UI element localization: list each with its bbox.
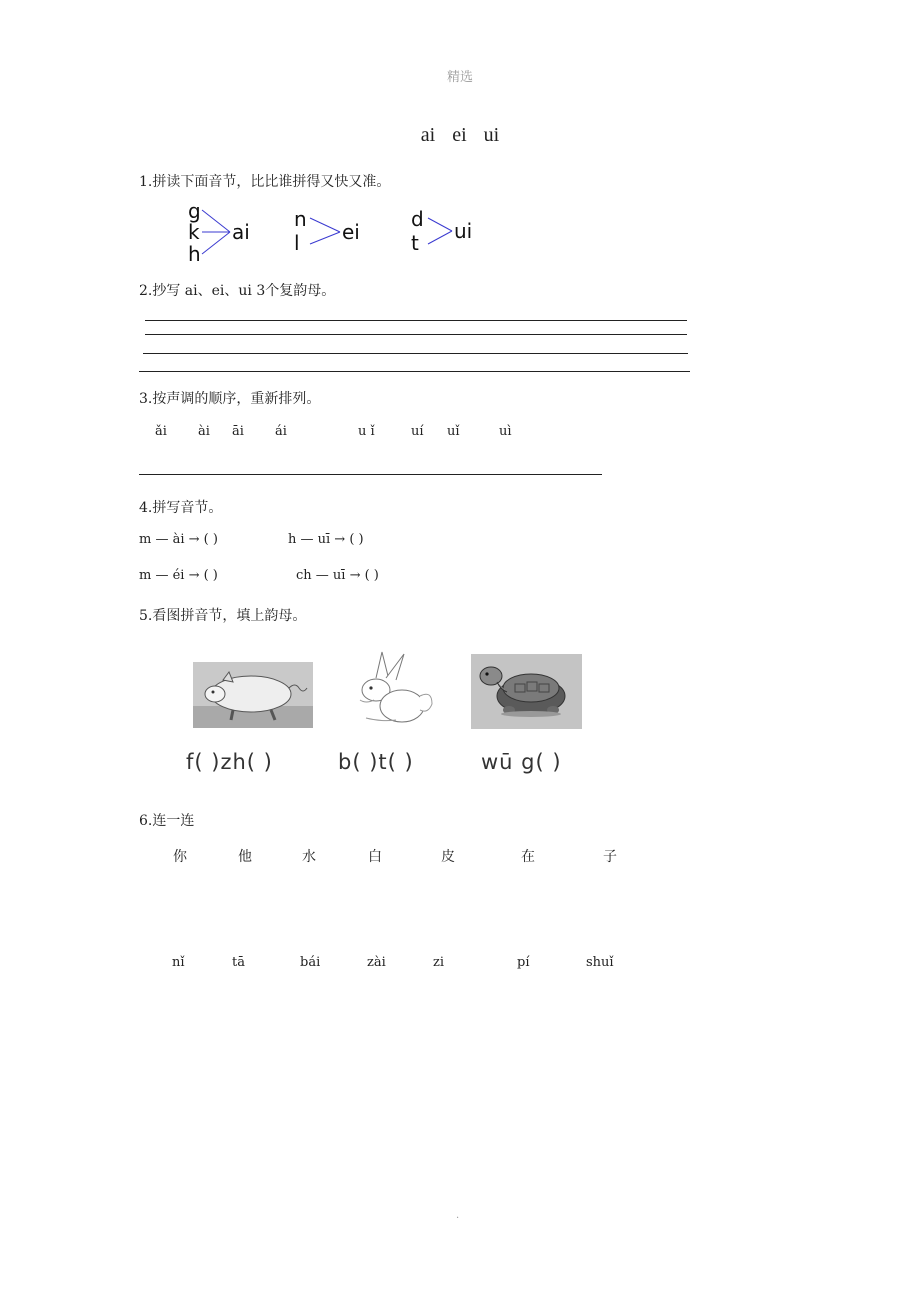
q3-item-1: ǎi (155, 424, 167, 439)
q6-pinyin-2: tā (232, 955, 245, 970)
q6-char-7: 子 (603, 849, 617, 865)
q3-label: 3.按声调的顺序，重新排列。 (139, 391, 321, 407)
q6-pinyin-3: bái (300, 955, 321, 970)
q3-item-6: uí (411, 424, 424, 439)
q6-pinyin-5: zi (433, 955, 445, 970)
q4-row1-left: m — ài → ( ) (139, 532, 218, 547)
q6-char-5: 皮 (441, 849, 455, 865)
q1-ai-final: ai (232, 220, 250, 244)
q6-label: 6.连一连 (139, 813, 195, 829)
q1-n-initial: n (294, 207, 307, 231)
q3-item-4: ái (275, 424, 287, 439)
q1-ei-final: ei (342, 220, 360, 244)
q6-pinyin-7: shuǐ (586, 955, 614, 970)
q4-row2-left: m — éi → ( ) (139, 568, 218, 583)
q5-blank-turtle: wū g( ) (481, 750, 562, 774)
q1-label: 1.拼读下面音节，比比谁拼得又快又准。 (139, 174, 391, 190)
q3-item-5: u ǐ (358, 424, 375, 439)
q5-label: 5.看图拼音节，填上韵母。 (139, 608, 307, 624)
q3-answer-line (139, 474, 602, 475)
q1-g-initial: g (188, 199, 201, 223)
q3-item-7: uǐ (447, 424, 460, 439)
q6-pinyin-4: zài (367, 955, 386, 970)
q5-blank-pig: f( )zh( ) (186, 750, 273, 774)
q1-l-initial: l (294, 231, 300, 255)
q1-spelling-diagram (180, 196, 500, 266)
pig-icon (193, 662, 313, 728)
q5-blank-rabbit: b( )t( ) (338, 750, 414, 774)
q1-h-initial: h (188, 242, 201, 266)
rabbit-icon (346, 648, 438, 730)
q6-char-2: 他 (238, 849, 252, 865)
q6-pinyin-1: nǐ (172, 955, 185, 970)
q1-d-initial: d (411, 207, 424, 231)
writing-line-1 (145, 320, 687, 321)
q6-pinyin-6: pí (517, 955, 530, 970)
writing-line-3 (143, 353, 688, 354)
page-title: ai ei ui (420, 124, 500, 146)
writing-line-2 (145, 334, 687, 335)
q3-item-8: uì (499, 424, 512, 439)
q4-row2-right: ch — uī → ( ) (296, 568, 379, 583)
q6-char-4: 白 (368, 849, 382, 865)
q4-label: 4.拼写音节。 (139, 500, 223, 516)
q4-row1-right: h — uī → ( ) (288, 532, 364, 547)
q6-char-3: 水 (302, 849, 316, 865)
q2-label: 2.抄写 ai、ei、ui 3个复韵母。 (139, 283, 336, 299)
page-footer-mark: . (456, 1210, 460, 1221)
page-header: 精选 (446, 70, 473, 85)
q1-ui-final: ui (454, 219, 473, 243)
q3-item-2: ài (198, 424, 210, 439)
q6-char-1: 你 (173, 849, 187, 865)
turtle-icon (471, 654, 582, 729)
q1-t-initial: t (411, 231, 419, 255)
writing-line-4 (139, 371, 690, 372)
q3-item-3: āi (232, 424, 244, 439)
q1-k-initial: k (188, 220, 200, 244)
q6-char-6: 在 (521, 849, 535, 865)
